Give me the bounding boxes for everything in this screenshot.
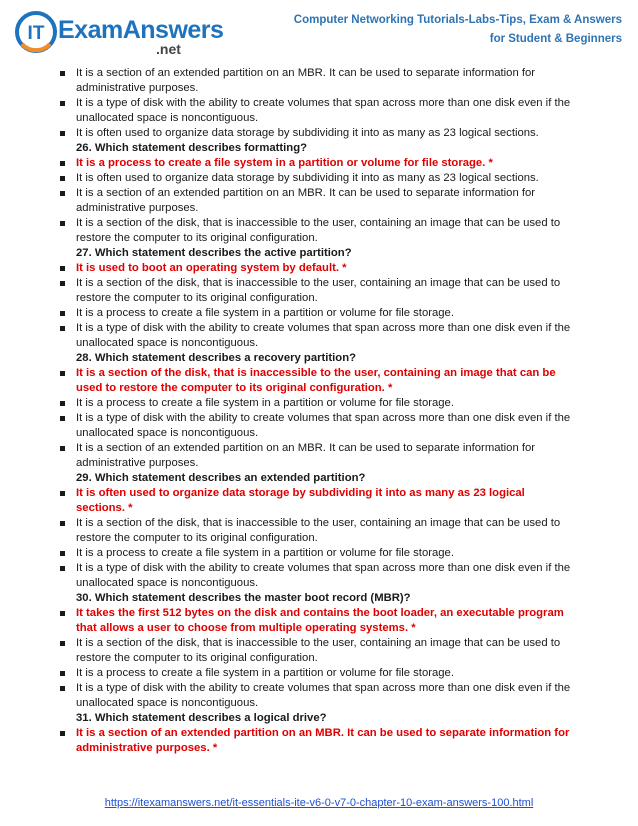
answer-text: It is a type of disk with the ability to create volumes that span across more than one disk even if the unallocated space is noncontiguous. bbox=[76, 682, 571, 709]
answer-item bbox=[58, 546, 576, 561]
question-heading: 26. Which statement describes formatting? bbox=[76, 142, 308, 154]
answer-item bbox=[58, 666, 576, 681]
answer-text: It is a section of an extended partition on an MBR. It can be used to separate information for administrative purposes. bbox=[76, 67, 536, 94]
question-heading: 27. Which statement describes the active partition? bbox=[76, 247, 352, 259]
question-heading: 31. Which statement describes a logical drive? bbox=[76, 712, 327, 724]
answer-text: It is a process to create a file system in a partition or volume for file storage. bbox=[76, 547, 454, 559]
answer-text: It is a type of disk with the ability to create volumes that span across more than one disk even if the unallocated space is noncontiguous. bbox=[76, 412, 571, 439]
answer-text: It is a section of the disk, that is inaccessible to the user, containing an image that can be used to restore the computer to its original configuration. * bbox=[76, 367, 556, 394]
square-bullet-icon bbox=[60, 671, 65, 676]
question-heading: 28. Which statement describes a recovery partition? bbox=[76, 352, 357, 364]
answer-item bbox=[58, 186, 576, 216]
square-bullet-icon bbox=[60, 566, 65, 571]
answer-text: It is a type of disk with the ability to create volumes that span across more than one disk even if the unallocated space is noncontiguous. bbox=[76, 97, 571, 124]
square-bullet-icon bbox=[60, 611, 65, 616]
square-bullet-icon bbox=[60, 221, 65, 226]
answer-item bbox=[58, 66, 576, 96]
answer-item bbox=[58, 396, 576, 411]
page-header bbox=[0, 0, 638, 62]
logo-text: ExamAnswers bbox=[58, 16, 224, 44]
square-bullet-icon bbox=[60, 401, 65, 406]
answer-text: It is a type of disk with the ability to create volumes that span across more than one disk even if the unallocated space is noncontiguous. bbox=[76, 322, 571, 349]
square-bullet-icon bbox=[60, 551, 65, 556]
answer-text: It is a section of the disk, that is inaccessible to the user, containing an image that can be used to restore the computer to its original configuration. bbox=[76, 277, 561, 304]
svg-text:IT: IT bbox=[27, 23, 45, 44]
question-heading: 29. Which statement describes an extended partition? bbox=[76, 472, 366, 484]
answer-text: It is a process to create a file system in a partition or volume for file storage. bbox=[76, 307, 454, 319]
square-bullet-icon bbox=[60, 446, 65, 451]
correct-answer-item bbox=[58, 486, 576, 516]
answer-text: It is a section of an extended partition on an MBR. It can be used to separate information for administrative purposes. * bbox=[76, 727, 570, 754]
correct-answer-item bbox=[58, 261, 576, 276]
answer-item bbox=[58, 306, 576, 321]
square-bullet-icon bbox=[60, 191, 65, 196]
answer-text: It is a section of the disk, that is inaccessible to the user, containing an image that can be used to restore the computer to its original configuration. bbox=[76, 217, 561, 244]
answer-list bbox=[58, 66, 576, 756]
answer-item bbox=[58, 516, 576, 546]
answer-text: It is a process to create a file system in a partition or volume for file storage. * bbox=[76, 157, 493, 169]
footer-url-link[interactable]: https://itexamanswers.net/it-essentials-ite-v6-0-v7-0-chapter-10-exam-answers-100.html bbox=[104, 797, 534, 809]
answer-item bbox=[58, 441, 576, 471]
answer-item bbox=[58, 96, 576, 126]
answer-text: It is a process to create a file system in a partition or volume for file storage. bbox=[76, 397, 454, 409]
correct-answer-item bbox=[58, 366, 576, 396]
answer-item bbox=[58, 681, 576, 711]
square-bullet-icon bbox=[60, 326, 65, 331]
question-heading: 30. Which statement describes the master boot record (MBR)? bbox=[76, 592, 411, 604]
square-bullet-icon bbox=[60, 416, 65, 421]
answer-text: It is a section of the disk, that is inaccessible to the user, containing an image that can be used to restore the computer to its original configuration. bbox=[76, 637, 561, 664]
correct-answer-item bbox=[58, 606, 576, 636]
correct-answer-item bbox=[58, 156, 576, 171]
answer-text: It is a section of the disk, that is inaccessible to the user, containing an image that can be used to restore the computer to its original configuration. bbox=[76, 517, 561, 544]
answer-item bbox=[58, 276, 576, 306]
answer-text: It is used to boot an operating system by default. * bbox=[76, 262, 347, 274]
answer-item bbox=[58, 636, 576, 666]
correct-answer-item bbox=[58, 726, 576, 756]
answer-item bbox=[58, 171, 576, 186]
answer-item bbox=[58, 321, 576, 351]
square-bullet-icon bbox=[60, 176, 65, 181]
answer-item bbox=[58, 411, 576, 441]
square-bullet-icon bbox=[60, 521, 65, 526]
square-bullet-icon bbox=[60, 731, 65, 736]
square-bullet-icon bbox=[60, 101, 65, 106]
answer-text: It is a type of disk with the ability to create volumes that span across more than one disk even if the unallocated space is noncontiguous. bbox=[76, 562, 571, 589]
tagline-line-1: Computer Networking Tutorials-Labs-Tips, Exam & Answers bbox=[293, 14, 622, 26]
answer-text: It is a section of an extended partition on an MBR. It can be used to separate information for administrative purposes. bbox=[76, 187, 536, 214]
answer-text: It is often used to organize data storage by subdividing it into as many as 23 logical sections. * bbox=[76, 487, 525, 514]
answer-text: It takes the first 512 bytes on the disk and contains the boot loader, an executable program that allows a user to choose from multiple operating systems. * bbox=[76, 607, 564, 634]
square-bullet-icon bbox=[60, 371, 65, 376]
answer-item bbox=[58, 126, 576, 141]
site-logo[interactable] bbox=[14, 6, 224, 56]
square-bullet-icon bbox=[60, 281, 65, 286]
square-bullet-icon bbox=[60, 491, 65, 496]
square-bullet-icon bbox=[60, 71, 65, 76]
answer-text: It is often used to organize data storage by subdividing it into as many as 23 logical sections. bbox=[76, 172, 539, 184]
square-bullet-icon bbox=[60, 641, 65, 646]
answer-item bbox=[58, 561, 576, 591]
square-bullet-icon bbox=[60, 161, 65, 166]
answer-text: It is a process to create a file system in a partition or volume for file storage. bbox=[76, 667, 454, 679]
answer-text: It is often used to organize data storage by subdividing it into as many as 23 logical sections. bbox=[76, 127, 539, 139]
logo-net: .net bbox=[156, 41, 181, 57]
site-tagline bbox=[282, 11, 622, 49]
square-bullet-icon bbox=[60, 266, 65, 271]
square-bullet-icon bbox=[60, 686, 65, 691]
square-bullet-icon bbox=[60, 131, 65, 136]
answer-text: It is a section of an extended partition on an MBR. It can be used to separate information for administrative purposes. bbox=[76, 442, 536, 469]
square-bullet-icon bbox=[60, 311, 65, 316]
it-logo-icon bbox=[14, 10, 58, 54]
tagline-line-2: for Student & Beginners bbox=[489, 33, 622, 45]
answer-item bbox=[58, 216, 576, 246]
